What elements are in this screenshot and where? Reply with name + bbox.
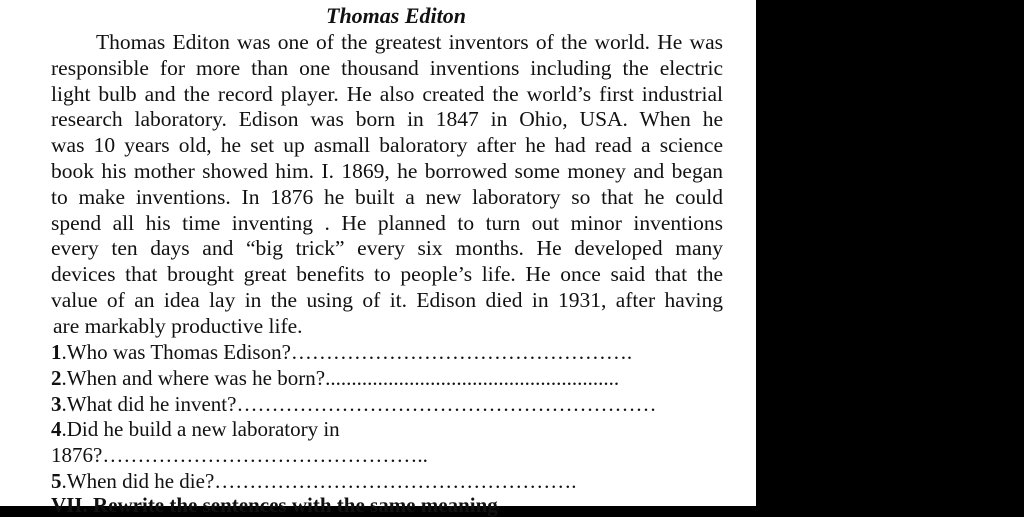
paragraph-line: light bulb and the record player. He also created the world’s first industrial [51, 81, 723, 106]
answer-blank: …………………………………………. [290, 340, 633, 364]
question-text: .When did he die? [61, 468, 215, 493]
next-section-heading-cut [51, 493, 498, 517]
question-list [51, 340, 731, 495]
answer-blank: ........................................................ [325, 365, 620, 390]
question-text: .What did he invent? [61, 391, 237, 416]
reading-paragraph [51, 30, 723, 340]
answer-blank: …………………………………………………… [236, 391, 657, 416]
paragraph-line: value of an idea lay in the using of it. Edison died in 1931, after having [51, 287, 723, 312]
question-text: .Did he build a new laboratory in [61, 417, 340, 442]
answer-blank: ……………………………………….. [102, 443, 428, 468]
question-text: .Who was Thomas Edison? [61, 340, 291, 364]
question-text: .When and where was he born? [61, 365, 326, 390]
dark-side-panel [756, 0, 1024, 506]
paragraph-line: spend all his time inventing . He planned to turn out minor inventions [51, 210, 723, 235]
question-item-continued [51, 443, 731, 469]
question-number: 5 [51, 468, 62, 493]
paragraph-line: research laboratory. Edison was born in 1847 in Ohio, USA. When he [51, 107, 723, 132]
next-section-heading: VII. Rewrite the sentences with the same meaning [51, 493, 498, 517]
question-number: 1 [51, 340, 62, 364]
question-item [51, 392, 731, 418]
question-item [51, 469, 731, 495]
question-item [51, 366, 731, 392]
question-item [51, 417, 731, 443]
paragraph-line: was 10 years old, he set up asmall baloratory after he had read a science [51, 133, 723, 158]
question-number: 2 [51, 365, 62, 390]
paragraph-line: responsible for more than one thousand inventions including the electric [51, 55, 723, 80]
paragraph-line: devices that brought great benefits to people’s life. He once said that the [51, 262, 723, 287]
question-text: 1876? [51, 443, 103, 468]
paragraph-line: Thomas Editon was one of the greatest inventors of the world. He was [96, 30, 723, 54]
answer-blank: ……………………………………………. [214, 468, 577, 493]
question-number: 3 [51, 391, 62, 416]
paragraph-line: every ten days and “big trick” every six months. He developed many [51, 236, 723, 261]
question-item [51, 340, 731, 366]
question-number: 4 [51, 417, 62, 442]
document-title: Thomas Editon [326, 3, 466, 28]
paragraph-line: are markably productive life. [53, 313, 303, 338]
paragraph-line: to make inventions. In 1876 he built a new laboratory so that he could [51, 184, 723, 209]
paragraph-line: book his mother showed him. I. 1869, he borrowed some money and began [51, 158, 723, 183]
